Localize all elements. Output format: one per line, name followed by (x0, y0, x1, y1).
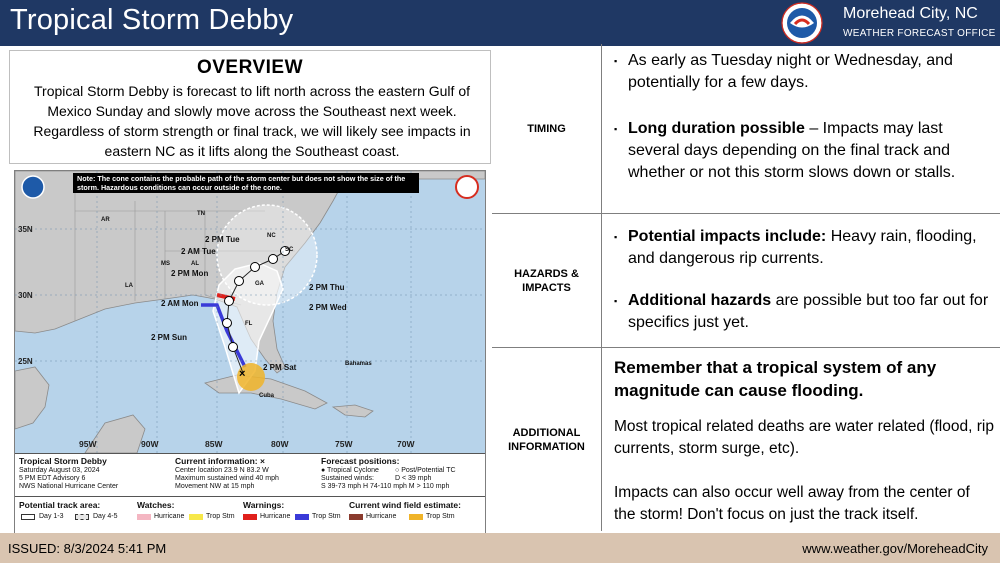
legend-forecast-post: ○ Post/Potential TC (395, 467, 456, 474)
legend-sustained-shm: S 39-73 mph H 74-110 mph M > 110 mph (321, 483, 450, 490)
legend-forecast-title: Forecast positions: (321, 456, 400, 466)
legend-divider (15, 496, 485, 497)
row-timing (492, 44, 1000, 214)
swatch-wind-hurricane (349, 514, 363, 520)
state-label: AL (191, 261, 199, 267)
swatch-day45 (75, 514, 89, 520)
state-label: AR (101, 217, 110, 223)
noaa-logo-icon (22, 176, 44, 198)
header-bar (0, 0, 1000, 46)
lon-label: 75W (335, 439, 353, 449)
legend-current-title: Current information: × (175, 456, 265, 466)
forecast-cone-map (14, 170, 486, 534)
timing-bullet-2-text: – Impacts may last several days depending on the final track and whether or not this storm slows down or stalls. (628, 120, 956, 181)
legend-day45: Day 4-5 (93, 513, 118, 520)
swatch-watch-hurricane (137, 514, 151, 520)
lon-label: 70W (397, 439, 415, 449)
cone-note: Note: The cone contains the probable path of the storm center but does not show the size of the storm. Hazardous conditions can occur outside of the cone. (73, 173, 419, 193)
legend-center: NWS National Hurricane Center (19, 483, 119, 490)
state-label: GA (255, 281, 264, 287)
footer-bar (0, 533, 1000, 563)
state-label: NC (267, 233, 276, 239)
lon-label: 85W (205, 439, 223, 449)
legend-storm-name: Tropical Storm Debby (19, 456, 107, 466)
additional-paragraph-1: Most tropical related deaths are water related (flood, rip currents, storm surge, etc). (614, 418, 994, 457)
row-hazards (492, 214, 1000, 348)
row-additional (492, 348, 1000, 531)
legend-current-movement: Movement NW at 15 mph (175, 483, 255, 490)
state-label: TN (197, 211, 205, 217)
lon-label: 90W (141, 439, 159, 449)
timing-bullet-2-bold: Long duration possible (628, 120, 805, 137)
state-label: Bahamas (345, 361, 372, 367)
legend-warnings-title: Warnings: (243, 500, 285, 510)
lon-label: 95W (79, 439, 97, 449)
office-city: Morehead City, NC (843, 5, 978, 22)
lat-label: 30N (18, 291, 33, 300)
hazards-bullet-1 (614, 226, 994, 270)
page-title: Tropical Storm Debby (10, 4, 294, 36)
legend-sustained-label: Sustained winds: (321, 475, 374, 482)
legend-warn-hurricane: Hurricane (260, 513, 291, 520)
lat-label: 35N (18, 225, 33, 234)
row-body-additional (602, 348, 1000, 531)
swatch-day13 (21, 514, 35, 520)
legend-wind-title: Current wind field estimate: (349, 500, 461, 510)
legend-current-location: Center location 23.9 N 83.2 W (175, 467, 269, 474)
row-body-timing (602, 44, 1000, 213)
hazards-bullet-1-text: Heavy rain, flooding, and dangerous rip currents. (628, 228, 977, 267)
legend-warn-tropstm: Trop Stm (312, 513, 341, 520)
office-url: www.weather.gov/MoreheadCity (802, 541, 988, 556)
swatch-warn-hurricane (243, 514, 257, 520)
state-label: MS (161, 261, 170, 267)
legend-forecast-tc: ● Tropical Cyclone (321, 467, 379, 474)
legend-forecast-tc-text: Tropical Cyclone (327, 467, 379, 474)
track-label: 2 AM Mon (161, 299, 199, 308)
nws-mini-logo-icon (456, 176, 478, 198)
legend-watch-hurricane: Hurricane (154, 513, 185, 520)
legend-wind-hurricane: Hurricane (366, 513, 397, 520)
legend-watches-title: Watches: (137, 500, 175, 510)
row-label-timing: TIMING (492, 44, 602, 213)
legend-current-wind: Maximum sustained wind 40 mph (175, 475, 279, 482)
state-label: FL (245, 321, 253, 327)
hazards-bullet-2-text: are possible but too far out for specifics just yet. (628, 292, 989, 331)
current-position-marker: × (239, 368, 246, 380)
swatch-warn-tropstm (295, 514, 309, 520)
additional-headline: Remember that a tropical system of any magnitude can cause flooding. (614, 358, 937, 400)
map-canvas (15, 171, 485, 453)
hazards-bullet-2 (614, 290, 994, 334)
legend-sustained-d: D < 39 mph (395, 475, 432, 482)
nws-logo-icon (781, 2, 823, 44)
overview-heading: OVERVIEW (196, 57, 304, 78)
track-label: 2 PM Sun (151, 333, 188, 342)
office-subtitle: WEATHER FORECAST OFFICE (843, 28, 996, 39)
timing-bullet-2 (614, 118, 994, 184)
hazards-bullet-2-bold: Additional hazards (628, 292, 772, 309)
lat-label: 25N (18, 357, 33, 366)
state-label: SC (285, 247, 294, 253)
timing-bullet-1: ▪ As early as Tuesday night or Wednesday, and potentially for a few days. (614, 50, 994, 94)
state-label: Cuba (259, 393, 274, 399)
track-label: 2 PM Wed (309, 303, 347, 312)
legend-day13: Day 1-3 (39, 513, 64, 520)
legend-track-area-title: Potential track area: (19, 500, 101, 510)
legend-forecast-post-text: Post/Potential TC (401, 467, 456, 474)
track-label: 2 PM Mon (171, 269, 209, 278)
map-legend (15, 453, 485, 533)
legend-watch-tropstm: Trop Stm (206, 513, 235, 520)
swatch-wind-tropstm (409, 514, 423, 520)
legend-date: Saturday August 03, 2024 (19, 467, 100, 474)
legend-advisory: 5 PM EDT Advisory 6 (19, 475, 86, 482)
overview-panel (9, 50, 491, 164)
briefing-table (492, 44, 1000, 531)
legend-wind-tropstm: Trop Stm (426, 513, 455, 520)
state-label: LA (125, 283, 133, 289)
row-label-additional: ADDITIONAL INFORMATION (492, 348, 602, 531)
overview-text: Tropical Storm Debby is forecast to lift north across the eastern Gulf of Mexico Sunday and slowly move across the Southeast next week. Regardless of storm strength or final track, we will likely see impacts in eastern NC as it lifts along the Southeast coast. (33, 83, 471, 159)
track-label: 2 AM Tue (181, 247, 216, 256)
issued-timestamp: ISSUED: 8/3/2024 5:41 PM (8, 541, 167, 556)
track-label: 2 PM Thu (309, 283, 345, 292)
row-label-hazards: HAZARDS & IMPACTS (492, 214, 602, 347)
swatch-watch-tropstm (189, 514, 203, 520)
hazards-bullet-1-bold: Potential impacts include: (628, 228, 827, 245)
additional-paragraph-2: Impacts can also occur well away from the center of the storm! Don't focus on just the track itself. (614, 484, 970, 523)
track-label: 2 PM Sat (263, 363, 297, 372)
track-label: 2 PM Tue (205, 235, 240, 244)
row-body-hazards (602, 214, 1000, 347)
lon-label: 80W (271, 439, 289, 449)
